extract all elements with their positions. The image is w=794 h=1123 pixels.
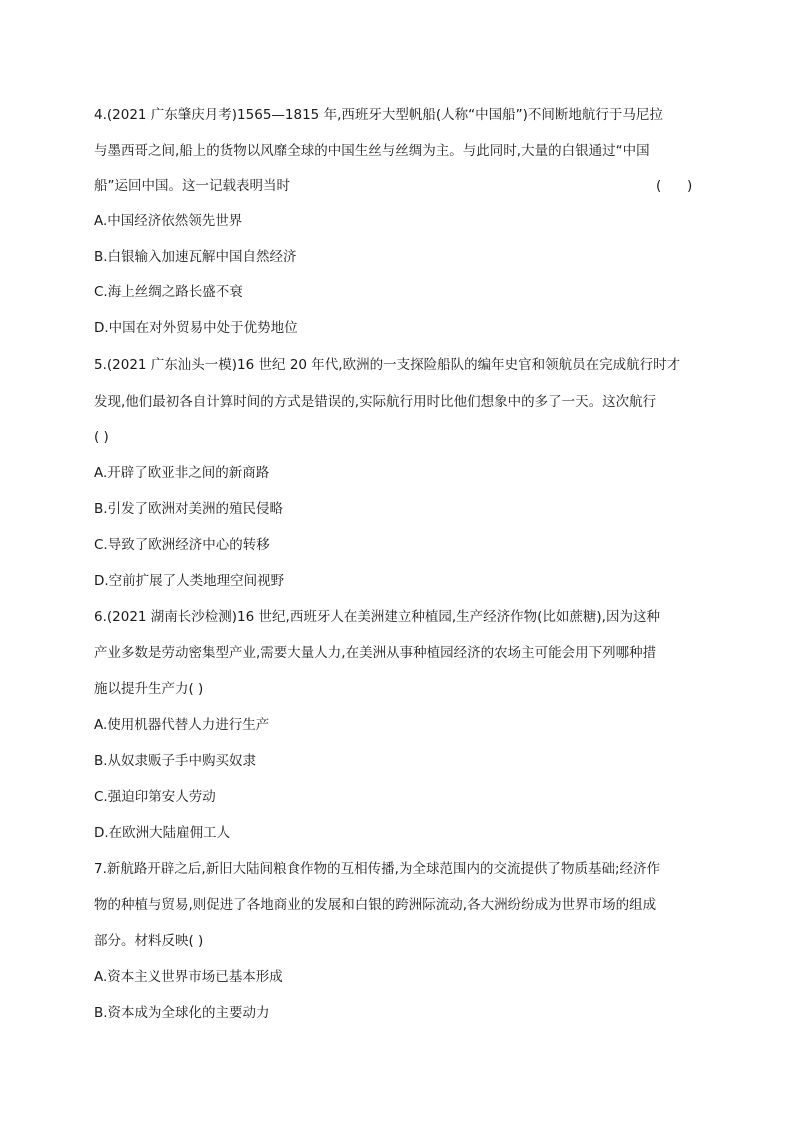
option-b: B.从奴隶贩子手中购买奴隶 — [94, 753, 257, 769]
question-text-line: 施以提升生产力( ) — [94, 681, 204, 697]
question-text-line: 5.(2021 广东汕头一模)16 世纪 20 年代,欧洲的一支探险船队的编年史官和领航员在完成航行时才 — [94, 357, 681, 373]
question-text-line: 船”运回中国。这一记载表明当时 — [94, 178, 290, 194]
option-c: C.强迫印第安人劳动 — [94, 789, 216, 805]
question-text-line: 产业多数是劳动密集型产业,需要大量人力,在美洲从事种植园经济的农场主可能会用下列哪种措 — [94, 645, 657, 661]
option-b: B.资本成为全球化的主要动力 — [94, 1005, 270, 1021]
question-text-line: 4.(2021 广东肇庆月考)1565—1815 年,西班牙大型帆船(人称“中国船”)不间断地航行于马尼拉 — [94, 107, 663, 123]
option-a: A.使用机器代替人力进行生产 — [94, 717, 270, 733]
question-text-line: 7.新航路开辟之后,新旧大陆间粮食作物的互相传播,为全球范围内的交流提供了物质基础;经济作 — [94, 861, 661, 877]
question-text-line: 6.(2021 湖南长沙检测)16 世纪,西班牙人在美洲建立种植园,生产经济作物(比如蔗糖),因为这种 — [94, 609, 660, 625]
option-c: C.海上丝绸之路长盛不衰 — [94, 284, 243, 300]
answer-bracket: ( ) — [94, 429, 109, 445]
question-text-line: 部分。材料反映( ) — [94, 933, 204, 949]
option-d: D.中国在对外贸易中处于优势地位 — [94, 320, 298, 336]
question-text-line: 物的种植与贸易,则促进了各地商业的发展和白银的跨洲际流动,各大洲纷纷成为世界市场的组成 — [94, 897, 657, 913]
question-text-line: 与墨西哥之间,船上的货物以风靡全球的中国生丝与丝绸为主。与此同时,大量的白银通过“中国 — [94, 143, 650, 159]
option-a: A.开辟了欧亚非之间的新商路 — [94, 465, 270, 481]
question-text-line: 发现,他们最初各自计算时间的方式是错误的,实际航行用时比他们想象中的多了一天。这次航行 — [94, 394, 657, 410]
option-c: C.导致了欧洲经济中心的转移 — [94, 537, 270, 553]
option-a: A.中国经济依然领先世界 — [94, 213, 243, 229]
option-b: B.白银输入加速瓦解中国自然经济 — [94, 249, 297, 265]
option-b: B.引发了欧洲对美洲的殖民侵略 — [94, 501, 284, 517]
option-d: D.空前扩展了人类地理空间视野 — [94, 573, 285, 589]
option-a: A.资本主义世界市场已基本形成 — [94, 969, 283, 985]
answer-bracket: ( ) — [656, 178, 693, 194]
option-d: D.在欧洲大陆雇佣工人 — [94, 825, 231, 841]
